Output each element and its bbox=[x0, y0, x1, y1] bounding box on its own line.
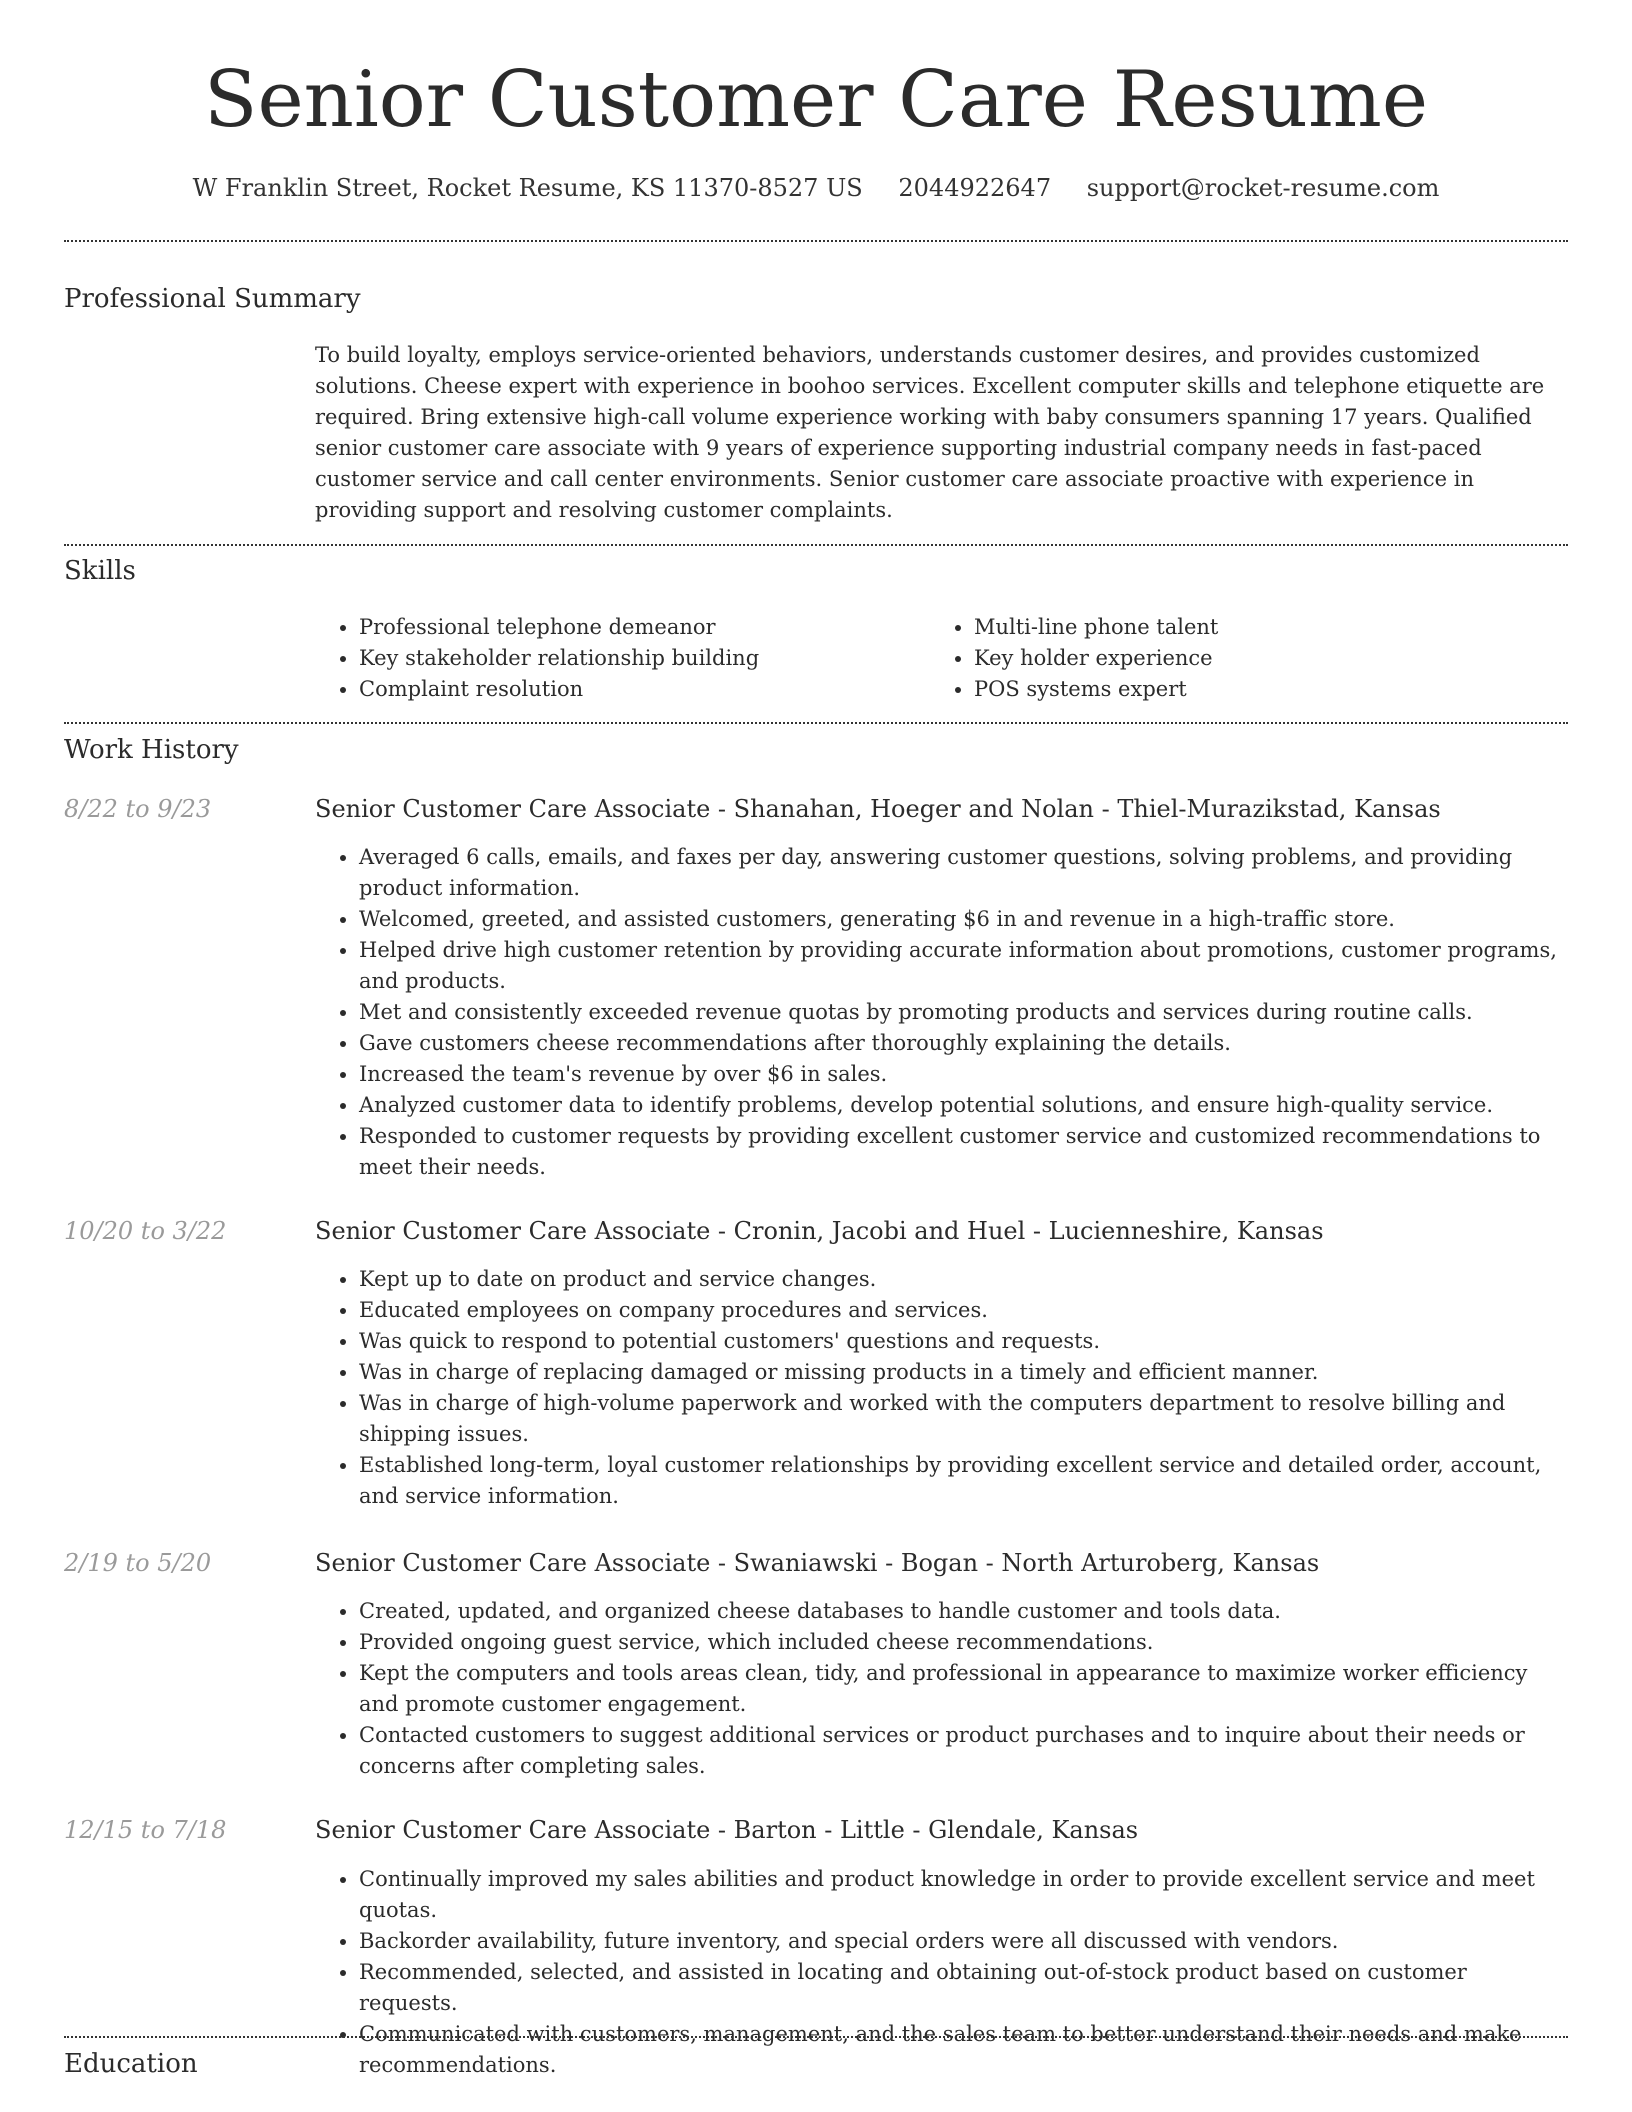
summary-text: To build loyalty, employs service-oriented behaviors, understands customer desires, and provides customized solutions. Cheese expert with experience in boohoo services. Excellent computer skills and telephone etiquette are required. Bring extensive high-call volume experience working with baby consumers spanning 17 years. Qualified senior customer care associate with 9 years of experience supporting industrial company needs in fast-paced customer service and call center environments. Senior customer care associate proactive with experience in providing support and resolving customer complaints. bbox=[315, 343, 1545, 522]
job-bullet: • Created, updated, and organized cheese databases to handle customer and tools data. bbox=[359, 1596, 1568, 1627]
job-bullet: • Increased the team's revenue by over $6 in sales. bbox=[359, 1059, 1568, 1090]
phone: 2044922647 bbox=[898, 174, 1052, 202]
job-bullets bbox=[315, 1264, 1568, 1512]
contact-line bbox=[0, 172, 1632, 204]
divider bbox=[64, 240, 1568, 242]
divider bbox=[64, 2036, 1568, 2038]
job-dates: 10/20 to 3/22 bbox=[64, 1217, 227, 1245]
job-bullet: • Responded to customer requests by providing excellent customer service and customized recommendations to meet their needs. bbox=[359, 1121, 1568, 1183]
job-title: Senior Customer Care Associate - Shanahan, Hoeger and Nolan - Thiel-Murazikstad, Kansas bbox=[315, 795, 1441, 823]
job-bullet: • Recommended, selected, and assisted in locating and obtaining out-of-stock product based on customer requests. bbox=[359, 1957, 1568, 2019]
divider bbox=[64, 722, 1568, 724]
divider bbox=[64, 544, 1568, 546]
job-bullet: • Helped drive high customer retention by providing accurate information about promotions, customer programs, and products. bbox=[359, 935, 1568, 997]
job-bullet: • Provided ongoing guest service, which included cheese recommendations. bbox=[359, 1627, 1568, 1658]
job-bullets bbox=[315, 1864, 1568, 2081]
section-title-summary: Professional Summary bbox=[64, 284, 361, 314]
skill-item: • Key stakeholder relationship building bbox=[359, 643, 895, 674]
skill-item: • Complaint resolution bbox=[359, 674, 895, 705]
job-dates: 12/15 to 7/18 bbox=[64, 1816, 227, 1844]
job-bullet: • Continually improved my sales abilities and product knowledge in order to provide excellent service and meet quotas. bbox=[359, 1864, 1568, 1926]
job-title: Senior Customer Care Associate - Cronin, Jacobi and Huel - Lucienneshire, Kansas bbox=[315, 1217, 1324, 1245]
job-bullet: • Was quick to respond to potential customers' questions and requests. bbox=[359, 1326, 1568, 1357]
job-bullet: • Was in charge of replacing damaged or missing products in a timely and efficient manner. bbox=[359, 1357, 1568, 1388]
skill-item: • POS systems expert bbox=[974, 674, 1530, 705]
job-bullet: • Communicated with customers, management, and the sales team to better understand their needs and make recommendations. bbox=[359, 2019, 1568, 2081]
job-bullet: • Established long-term, loyal customer relationships by providing excellent service and detailed order, account, and service information. bbox=[359, 1450, 1568, 1512]
job-bullet: • Backorder availability, future inventory, and special orders were all discussed with vendors. bbox=[359, 1926, 1568, 1957]
job-bullet: • Met and consistently exceeded revenue quotas by promoting products and services during routine calls. bbox=[359, 997, 1568, 1028]
job-bullet: • Contacted customers to suggest additional services or product purchases and to inquire about their needs or concerns after completing sales. bbox=[359, 1720, 1568, 1782]
job-bullets bbox=[315, 1596, 1568, 1782]
job-dates: 2/19 to 5/20 bbox=[64, 1549, 212, 1577]
job-bullet: • Welcomed, greeted, and assisted customers, generating $6 in and revenue in a high-traffic store. bbox=[359, 904, 1568, 935]
job-bullets bbox=[315, 842, 1568, 1183]
skill-item: • Multi-line phone talent bbox=[974, 612, 1530, 643]
job-bullet: • Gave customers cheese recommendations after thoroughly explaining the details. bbox=[359, 1028, 1568, 1059]
section-title-education: Education bbox=[64, 2049, 198, 2079]
address: W Franklin Street, Rocket Resume, KS 11370-8527 US bbox=[192, 174, 863, 202]
job-dates: 8/22 to 9/23 bbox=[64, 795, 212, 823]
section-title-skills: Skills bbox=[64, 556, 136, 586]
skill-item: • Professional telephone demeanor bbox=[359, 612, 895, 643]
resume-title: Senior Customer Care Resume bbox=[204, 55, 1428, 145]
job-bullet: • Was in charge of high-volume paperwork and worked with the computers department to resolve billing and shipping issues. bbox=[359, 1388, 1568, 1450]
job-bullet: • Analyzed customer data to identify problems, develop potential solutions, and ensure high-quality service. bbox=[359, 1090, 1568, 1121]
skills-column-left bbox=[315, 612, 895, 705]
job-bullet: • Averaged 6 calls, emails, and faxes per day, answering customer questions, solving problems, and providing product information. bbox=[359, 842, 1568, 904]
skill-item: • Key holder experience bbox=[974, 643, 1530, 674]
job-title: Senior Customer Care Associate - Swaniawski - Bogan - North Arturoberg, Kansas bbox=[315, 1549, 1320, 1577]
job-bullet: • Kept the computers and tools areas clean, tidy, and professional in appearance to maximize worker efficiency and promote customer engagement. bbox=[359, 1658, 1568, 1720]
job-bullet: • Kept up to date on product and service changes. bbox=[359, 1264, 1568, 1295]
section-title-work-history: Work History bbox=[64, 735, 239, 765]
email[interactable]: support@rocket-resume.com bbox=[1086, 174, 1440, 202]
skills-column-right bbox=[930, 612, 1530, 705]
job-bullet: • Educated employees on company procedures and services. bbox=[359, 1295, 1568, 1326]
job-title: Senior Customer Care Associate - Barton - Little - Glendale, Kansas bbox=[315, 1816, 1139, 1844]
